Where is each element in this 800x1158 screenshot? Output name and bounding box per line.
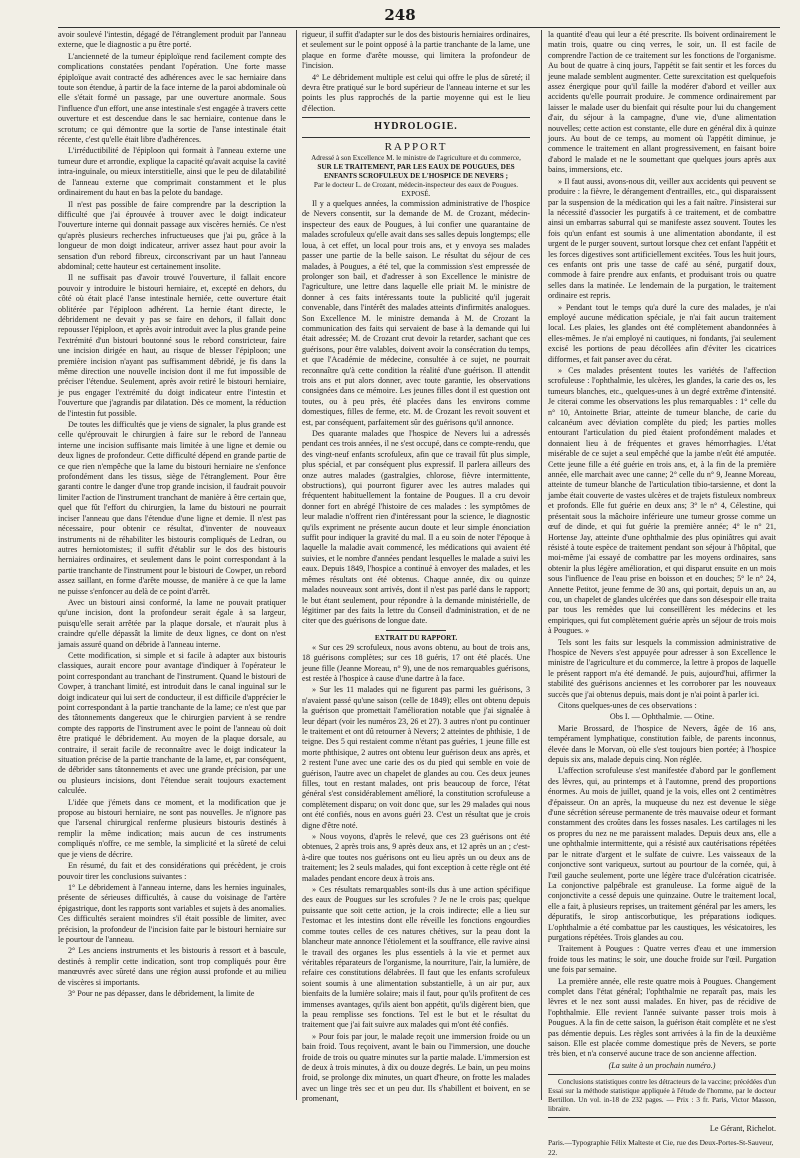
paragraph: Il ne suffisait pas d'avoir trouvé l'ouverture, il fallait encore pouvoir y introduire le bistouri herniaire, et, excepté en dehors, du côté où était placé l'anse intestinale herniée, cette ouverture était oblitérée par l'épiploon adhérent. La hernie étant directe, le débridement ne devait y pas se faire en dehors, il fallait donc repousser l'épiploon, et après avoir introduit avec la plus grande peine l'extrémité d'un bistouri boutonné sous le rebord constricteur, faire une incision dirigée en haut, au risque de blesser l'épiploon; une première incision n'ayant pas suffisamment débridé, je fis dans la même direction une nouvelle incision dont il me fut impossible de préciser l'étendue. Seulement, après avoir retiré le bistouri herniaire, je pus engager l'extrémité du doigt indicateur entre l'intestin et l'ouverture que j'agrandis par dilatation. Dès ce moment, la réduction de l'intestin fut possible. — [58, 273, 286, 418]
paragraph: Des quarante malades que l'hospice de Nevers lui a adressés pendant ces trois années, il ne s'est occupé, dans ce compte-rendu, que des vingt-neuf enfants scrofuleux, afin que ce travail fût plus simple, plus spécial, et par conséquent plus expressif. Il parlera ailleurs des onze autres malades (gastralgies, chlorose, fièvre intermittente, obstructions), qui pourront figurer avec les autres malades qui fréquentent habituellement la fontaine de Pougues. Il a cru devoir donner fort en abrégé l'histoire de ces malades : les symptômes de leur maladie n'offrent rien d'intéressant pour la science, le diagnostic qu'ils expriment ne présente aucun doute et leur simple énonciation suffit pour indiquer la gravité du mal. Il a eu soin de noter l'époque à laquelle la maladie avait commencé, les médications qui avaient été suivies, et le nombre d'années pendant lesquelles le malade a suivi les eaux. Depuis 1849, l'hospice a continué à envoyer des malades, et les mêmes résultats ont été obtenus. Chaque année, dix ou quinze malades nouveaux sont arrivés, dont il n'est pas parlé dans le rapport; le but étant seulement, pour répondre à la demande ministérielle, de légitimer par des faits la lettre du Conseil d'administration, et de ne citer que des guérisons de longue date. — [302, 429, 531, 626]
paragraph: L'ancienneté de la tumeur épiploïque rend facilement compte des complications constatées pendant l'opération. Une forte masse épiploïque avait contracté des adhérences avec le sac herniaire dans toute son étendue, à partir de la face interne de la paroi abdominale où elle s'était formé un passage, par une ouverture anormale. Sous l'influence d'un effort, une anse intestinale s'est engagée à travers cette ouverture et est descendue dans le sac herniaire, contenue dans le scrotum; ce qui démontre que la sortie de l'anse intestinale était récente, c'est qu'elle était libre d'adhérences. — [58, 51, 286, 145]
column-divider — [296, 30, 297, 1100]
paragraph: » Il faut aussi, avons-nous dit, veiller aux accidents qui peuvent se produire : la fièvre, le dérangement d'entrailles, etc., qui disparaissent par la suspension de la médication qui les a fait naître. J'insisterai sur la nécessité d'associer les purgatifs à ce traitement, et de combattre ainsi un embarras saburral qui se manifeste assez souvent. Toutes les fois qu'un enfant est soumis à une alimentation abondante, il est urgent de le purger souvent, surtout lorsque chez cet enfant l'appétit et les forces digestives sont artificiellement excitées. Tous les huit jours, ces enfants ont pris une tasse de café au séné, purgatif doux, commode à faire prendre aux enfants, et produisant trois ou quatre selles dans la matinée. Le lendemain de la purgation, le traitement ordinaire est repris. — [548, 176, 776, 301]
continued-note: (La suite à un prochain numéro.) — [608, 1060, 716, 1070]
paragraph: La première année, elle reste quatre mois à Pougues. Changement complet dans l'état général; l'ophthalmie ne reparaît pas, mais les lèvres et le nez sont aussi malades. En hiver, pas de récidive de l'ophthalmie. Elle revient l'année suivante passer trois mois à Pougues. A la fin de cette saison, la guérison était complète et ne s'est pas démentie depuis. Les règles sont arrivées à la fin de la deuxième saison. Elle est placée comme domestique près de Nevers, se porte très bien, et n'a conservé aucune trace de son ancienne affection. — [548, 976, 776, 1059]
paragraph: la quantité d'eau qui leur a été prescrite. Ils boivent ordinairement le matin trois, quatre ou cinq verres, le soir, un. Il est facile de comprendre l'action de ce traitement sur les fonctions de l'organisme. Au bout de quatre à cinq jours, l'appétit se fait sentir et les forces du jeune malade semblent augmenter. Cette surexcitation est quelquefois assez énergique pour qu'il faille la modérer d'abord et veiller aux accidents qu'elle pourrait produire. Je commence ordinairement par laisser le malade user du bienfait qui résulte pour lui du changement d'air, du séjour à la campagne, d'une vie, d'une alimentation nouvelles; cette action est constante, elle dure en général dix à quinze jours. Au bout de ce temps, au moment où l'appétit diminue, je commence le traitement en allant progressivement, en faisant boire d'abord le malade et ne le soumettant que quelques jours après aux bains, immersions, etc. — [548, 30, 776, 175]
paragraph: » Ces malades présentent toutes les variétés de l'affection scrofuleuse : l'ophthalmie, les ulcères, les glandes, la carie des os, les tumeurs blanches, etc., quelques-unes à un degré extrême d'intensité. Je citerai comme les observations les plus remarquables : 1° celle du n° 10, Antoinette Briar, atteinte de tumeur blanche, de carie du calcanéum avec déviation complète du pied; les parties molles entourant l'articulation du pied étaient profondément malades et donnaient lieu à de fréquentes et graves hémorrhagies. L'état misérable de ce sujet a seul empêché que la jambe n'eût été amputée. Cette jeune fille a été guérie en trois ans, et, à la fin de la première année, elle marchait avec une canne; 2° celle du n° 9, Jeanne Moreau, atteinte de tumeur blanche de l'articulation tibio-tarsienne, et dont la jambe était couverte de vastes ulcères et de trajets fistuleux nombreux et profonds. Elle fut guérie en deux ans; 3° le n° 4, Célestine, qui présentait sous la mâchoire inférieure une tumeur grosse comme un œuf de dinde, et qui fut guérie la première année; 4° le n° 21, Hortense Jay, atteinte d'une ophthalmie des plus opiniâtres qui avait résisté à toute espèce de traitement pendant son séjour à l'hôpital, que moi-même j'ai essayé de combattre par les moyens ordinaires, sans obtenir la plus légère amélioration, et qui disparut ensuite en un mois sous l'influence de l'eau prise en boisson et en douches; 5° le n° 24, Annette Petitot, jeune femme de 30 ans, qui portait, depuis un an, au cou, un chapelet de glandes ulcérées que dans son désespoir elle traita par tous les remèdes que lui conseillèrent les médecins et les empiriques, qui fut complètement guérie après un séjour de trois mois à Pougues. » — [548, 366, 776, 636]
column-divider — [541, 30, 542, 1100]
report-title: RAPPORT — [384, 140, 448, 153]
printer-line: Paris.—Typographie Félix Malteste et Cie, rue des Deux-Portes-St-Sauveur, 22. — [548, 1137, 774, 1158]
paragraph: » Ces résultats remarquables sont-ils dus à une action spécifique des eaux de Pougues sur les scrofules ? Je ne le crois pas; quelque puissante que soit cette action, je la crois indirecte; elle a lieu sur l'estomac et les intestins dont elle réveille les fonctions engourdies comme toutes celles de ces natures chétives, sur la peau dont la blancheur mate annonce l'étiolement et la souffrance, elle ravive ainsi le travail des organes les plus essentiels à la vie et permet aux véritables réparateurs de l'organisme, la nourriture, l'air, la lumière, de refaire ces constitutions délabrées. Il faut que les enfants scrofuleux soient soumis à une alimentation substantielle, à un air pur, aux bienfaits de la lumière solaire; mais il faut, pour qu'ils profitent de ces immenses avantages, qu'ils aient bon appétit, qu'ils digèrent bien, que la peau remplisse ses fonctions. Tel est le but et le résultat du traitement que j'ai fait suivre aux malades qui m'ont été confiés. — [302, 885, 530, 1030]
book-notice: Conclusions statistiques contre les détracteurs de la vaccine; précédées d'un Essai sur la méthode statistique appliquée à l'étude de l'homme, par le docteur Bertillon. Un vol. in-18 de 232 pages. — Prix : 3 fr. Paris, Victor Masson, libraire. — [548, 1078, 776, 1114]
paragraph: » Pendant tout le temps qu'a duré la cure des malades, je n'ai employé aucune médication spéciale, je n'ai fait aucun traitement local. Les plaies, les glandes ont été complètement abandonnées à elles-mêmes. Je n'ai employé ni cautiques, ni fondants, j'ai seulement excisé les portions de peau décollées afin d'éviter les cicatrices difformes, et fait panser avec du cérat. — [548, 302, 776, 364]
paragraph: En résumé, du fait et des considérations qui précèdent, je crois pouvoir tirer les conclusions suivantes : — [58, 861, 286, 881]
notice-rule — [548, 1074, 776, 1075]
page-number: 248 — [384, 6, 416, 24]
paragraph: L'idée que j'émets dans ce moment, et la modification que je propose au bistouri herniaire, ne sont pas nouvelles. Je n'ignore pas que l'arsenal chirurgical renferme plusieurs bistouris destinés à remplir la même indication; mais aucun de ces instruments compliqués n'offre, ce me semble, la simplicité et la sûreté de celui que je viens de décrire. — [58, 797, 286, 859]
section-rule — [302, 117, 530, 118]
paragraph: L'affection scrofuleuse s'est manifestée d'abord par le gonflement des lèvres, qui, au printemps et à l'automne, prend des proportions énormes. Au mois de juillet, quand je la vois, elles ont 2 centimètres d'épaisseur. On an après, la muqueuse du nez est devenue le siège d'une sécrétion séreuse permanente de très mauvaise odeur et formant constamment des croûtes dans les fosses nasales. Les cartilages ni les os propres du nez ne me paraissent malades. Depuis deux ans, elle a une ophthalmie intermittente, qui a résisté aux cautérisations répétées par le nitrate d'argent et le sulfate de cuivre. Les vaisseaux de la conjonctive sont variqueux, surtout au pourtour de la cornée, qui, à l'œil gauche seulement, porte une légère trace d'ulcération cicatrisée. La conjonctive palpébrale est granuleuse. La forme aiguë de la conjonctivite a cessé depuis une quinzaine. Outre le traitement local, elle a fait, à plusieurs reprises, un traitement général par les amers, les dépuratifs, le sirop antiscorbutique, les préparations iodiques. L'ophthalmie a été combattue par les caustiques, les vésicatoires, les purgations répétées. Trois glandes au cou. — [548, 766, 776, 942]
paragraph: 3° Pour ne pas dépasser, dans le débridement, la limite de — [68, 988, 255, 998]
expose-title: EXPOSÉ. — [401, 190, 431, 199]
paragraph: Avec un bistouri ainsi conformé, la lame ne pouvait pratiquer qu'une incision, dont la profondeur serait égale à sa largeur, puisqu'elle serait arrêtée par la plaque dorsale, et n'aurait plus à craindre qu'elle dépassât la limite de deux lignes, ce dont on n'est jamais assuré quand on débride à l'anneau interne. — [58, 597, 286, 649]
paragraph: 1° Le débridement à l'anneau interne, dans les hernies inguinales, présente de sérieuses difficultés, à cause du voisinage de l'artère épigastrique, dont les rapports sont variables et sujets à des anomalies. Ces difficultés seraient moindres s'il était possible de limiter, avec précision, la profondeur de l'incision faite par le bistouri herniaire sur le pourtour de l'anneau. — [58, 882, 286, 944]
paragraph: Traitement à Pougues : Quatre verres d'eau et une immersion froide tous les matins; le soir, une douche froide sur l'œil. Purgation une fois par semaine. — [548, 944, 776, 975]
paragraph: 4° Le débridement multiple est celui qui offre le plus de sûreté; il devra être pratiqué sur le bord supérieur de l'anneau interne et sur les points les plus rapprochés de la partie moyenne qui est le lieu d'élection. — [302, 72, 530, 113]
paragraph: Cette modification, si simple et si facile à adapter aux bistouris classiques, aurait encore pour avantage d'indiquer à l'opérateur le point correspondant au tranchant de l'instrument. Quand le bistouri de Cowper, à tranchant limité, est introduit dans le canal inguinal sur le doigt indicateur qui lui sert de conducteur, il est difficile d'apprécier le point correspondant à la partie tranchante de la lame; ce n'est que par des tâtonnements dangereux que le chirurgien parvient à se rendre compte des rapports de l'instrument avec le point de l'anneau où doit être pratiqué le débridement. Au moyen de la plaque dorsale, au contraire, il serait facile de reconnaître avec le doigt indicateur la situation précise de la partie tranchante de la lame, et, par conséquent, de débrider sans tâtonnements et avec une grande précision, par une ou plusieurs incisions, dont l'étendue serait toujours exactement calculée. — [58, 650, 286, 796]
report-address: Adressé à son Excellence M. le ministre de l'agriculture et du commerce, — [311, 154, 521, 163]
paragraph: Il n'est pas possible de faire comprendre par la description la difficulté que j'ai éprouvée à trouver avec le doigt indicateur l'ouverture interne qui donnait passage aux viscères herniés. Ce n'est qu'après plusieurs recherches infructueuses que j'ai pu, grâce à la longueur de mon doigt indicateur, arriver assez haut pour avoir la sensation d'un rebord fibreux, circonscrivant par un haut l'anneau abdominal; cette hauteur est certainement insolite. — [58, 199, 286, 271]
paragraph: Citons quelques-unes de ces observations : — [558, 701, 697, 710]
top-rule — [58, 27, 780, 28]
section-title: HYDROLOGIE. — [374, 121, 458, 133]
section-rule — [302, 137, 530, 138]
report-subject: SUR LE TRAITEMENT, PAR LES EAUX DE POUGUES, DES ENFANTS SCROFULEUX DE L'HOSPICE DE NEVERS ; — [317, 163, 515, 181]
paragraph: Tels sont les faits sur lesquels la commission administrative de l'hospice de Nevers s'est appuyée pour adresser à son Excellence le ministre de l'agriculture et du commerce, la lettre à propos de laquelle le présent rapport m'a été demandé. Je puis, aujourd'hui, affirmer la stabilité des guérisons anciennes et les corroborer par les nouveaux succès que j'ai obtenus depuis, mais dont je n'ai point à parler ici. — [548, 637, 776, 699]
paragraph: » Nous voyons, d'après le relevé, que ces 23 guérisons ont été obtenues, 2 après trois ans, 9 après deux ans, et 12 après un an ; c'est-à-dire que toutes nos guérisons ont eu lieu après un ou deux ans de traitement; les 2 seuls malades, qui font exception à cette règle ont été malades pendant encore deux à trois ans. — [302, 832, 530, 883]
paragraph: rigueur, il suffit d'adapter sur le dos des bistouris herniaires ordinaires, et seulement sur le point opposé à la partie tranchante de la lame, une plaque en forme d'arête mousse, qui limitera la profondeur de l'incision. — [302, 30, 531, 71]
observation-heading: Obs I. — Ophthalmie. — Otine. — [609, 712, 715, 722]
column-right — [548, 30, 776, 1158]
paragraph: Il y a quelques années, la commission administrative de l'hospice de Nevers consentit, sur la demande de M. de Crozant, médecin-inspecteur des eaux de Pougues, à lui confier une quarantaine de malades scrofuleux qu'elle avait dans ses salles depuis longtemps; elle loua, à cet effet, un local pour trois ans, et y envoya ses malades passer une partie de la belle saison. Le résultat du séjour de ces malades, à Pougues, a été tel, que la commission s'est empressée de prolonger son bail, et d'adresser à son Excellence le ministre de l'agriculture, une lettre dans laquelle elle priait M. le ministre de donner à ces faits intéressants toute la publicité qu'il jugerait convenable, dans l'intérêt des malades atteints d'infirmités analogues. Son Excellence M. le ministre demanda à M. de Crozant la communication des faits qui servaient de base à la demande qui lui était adressée; M. de Crozant crut devoir la retarder, sachant que ces guérisons, pour être valables, doivent avoir la consécration du temps, et que l'Académie de médecine, consultée à ce sujet, ne pourrait reconnaître qu'à cette condition la réalité d'une guérison. Il attendit trois ans et put alors donner, avec toute garantie, les observations consignées dans ce mémoire. Les jeunes filles dont il est question ont toutes, ou à peu près, été placées dans les environs comme domestiques, filles de ferme, etc. M. de Crozant les revoit souvent et est, par conséquent, parfaitement sûr des guérisons qu'il annonce. — [302, 199, 530, 427]
paragraph: Marie Brossard, de l'hospice de Nevers, âgée de 16 ans, tempérament lymphatique, constitution faible, de parents inconnus, élevée dans le Morvan, où elle s'est toujours bien portée; à l'hospice depuis six ans, malade depuis cinq. Non réglée. — [548, 723, 776, 765]
paragraph: » Sur les 11 malades qui ne figurent pas parmi les guérisons, 3 n'avaient passé qu'une saison (celle de 1849); elles ont obtenu depuis la guérison que promettait l'amélioration notable que j'ai signalée à leur départ (voir les numéros 23, 26 et 27). 3 autres n'ont pu continuer le traitement et ont dû retourner à Nevers; 2 atteintes de phthisie, 1 de teigne. Des 5 qui restaient comme n'étant pas guéries, 1 jeune fille est morte phthisique, 2 autres ont obtenu leur guérison deux ans après, et 2 restent l'une avec une carie des os du pied qui semble en voie de guérison, l'autre avec un chapelet de glandes au cou. Ces deux jeunes filles, tout en restant malades, ont pris beaucoup de force, l'état général s'est considérablement amélioré, la constitution scrofuleuse a complètement disparu; on voit donc que, sur les 29 malades qui nous ont été confiés, nous en avons guéri 23. C'est un résultat que je crois digne d'être noté. — [302, 685, 530, 830]
paragraph: avoir soulevé l'intestin, dégagé de l'étranglement produit par l'anneau externe, que le diagnostic a pu être porté. — [58, 30, 286, 50]
paragraph: L'irréductibilité de l'épiploon qui formait à l'anneau externe une tumeur dure et arrondie, explique la capacité qu'avait acquise la cavité intra-inguinale, ou mieux interstitielle, ainsi que le peu de dilatabilité de l'anneau externe que comprimait constamment et le plus ordinairement du haut en bas la pelote du bandage. — [58, 146, 286, 198]
paragraph: De toutes les difficultés que je viens de signaler, la plus grande est celle qu'éprouvait le chirurgien à faire sur le rebord de l'anneau interne une incision suffisante mais limitée à une ligne et demie ou deux lignes de profondeur. Cette difficulté dépend en grande partie de ce que rien n'empêche que la lame du bistouri herniaire ne s'enfonce profondément dans les tissus, siège de l'étranglement. Pour être garanti contre le danger d'une trop grande incision, il faudrait pouvoir limiter l'action de l'instrument tranchant de manière à être certain que, quel que fût l'effort du chirurgien, la lame du bistouri ne pourrait inciser l'anneau que dans l'étendue d'une ligne et demie. Il n'est pas nécessaire, pour obtenir ce résultat, d'inventer de nouveaux instruments ni de réhabiliter les bistouris compliqués de Ledran, ou autres herniotomistes; il suffit d'établir sur le dos des bistouris herniaires ordinaires, et seulement dans le point correspondant à la partie tranchante de l'instrument pour le bistouri de Cowper, un rebord assez saillant, en forme d'arête mousse, de manière à ce que la lame ne puisse s'enfoncer au delà de ce point d'arrêt. — [58, 420, 286, 596]
short-rule — [386, 630, 446, 631]
column-middle — [302, 30, 530, 1110]
signature: Le Gérant, Richelot. — [709, 1124, 776, 1134]
paragraph: » Pour fois par jour, le malade reçoit une immersion froide ou un bain froid. Tous reçoivent, avant le bain ou l'immersion, une douche froide de trois ou quatre minutes sur la partie malade. L'immersion est de deux à trois minutes, à dix ou douze degrés. Le bain, un peu moins froid, se prolonge dix minutes, un quart d'heure, on frotte les malades avec un linge très sec et un peu dur. Ils s'habillent et boivent, en se promenant, — [302, 1031, 530, 1104]
signature-rule — [548, 1117, 776, 1118]
paragraph: 2° Les anciens instruments et les bistouris à ressort et à bascule, destinés à remplir cette indication, sont trop compliqués pour être manœuvrés avec sûreté dans une région aussi profonde et au milieu de viscères si importants. — [58, 946, 286, 987]
column-left — [58, 30, 286, 1110]
extract-title: EXTRAIT DU RAPPORT. — [374, 633, 458, 642]
paragraph: « Sur ces 29 scrofuleux, nous avons obtenu, au bout de trois ans, 18 guérisons complètes; sur ces 18 guéris, 17 ont été placés. Une jeune fille (Jeanne Moreau, n° 9), une de nos remarquables guérisons, est restée à l'hospice à cause d'une dartre à la face. — [302, 642, 530, 683]
report-author: Par le docteur L. de Crozant, médecin-inspecteur des eaux de Pougues. — [313, 181, 519, 190]
